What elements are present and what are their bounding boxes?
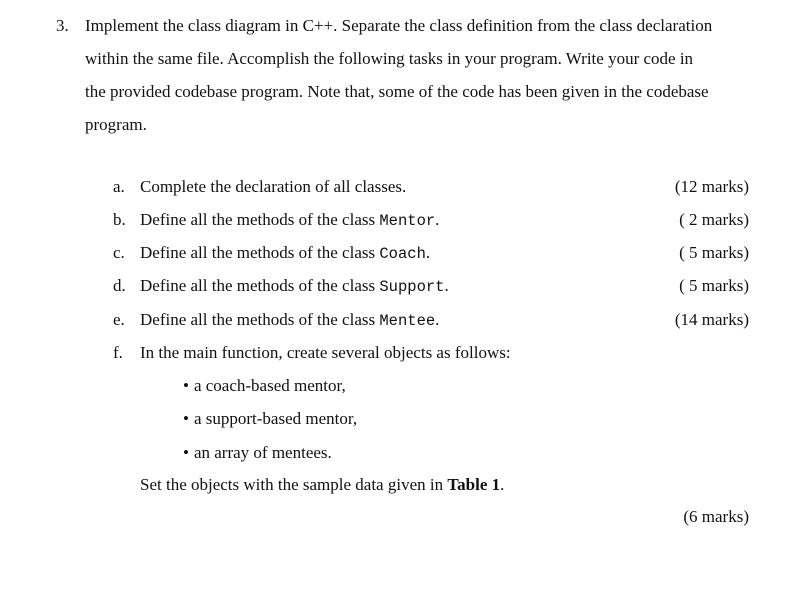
- item-e-text: [140, 310, 439, 330]
- item-b-text: [140, 210, 439, 230]
- item-c-suffix: .: [425, 243, 431, 262]
- item-c-letter: c.: [113, 243, 125, 262]
- item-d-code: Support: [379, 278, 445, 296]
- table-reference: Table 1: [447, 475, 501, 494]
- item-c-marks: ( 5 marks): [679, 243, 749, 262]
- item-c-text: [140, 243, 430, 263]
- bullet-dot-icon: •: [183, 376, 189, 395]
- item-c-code: Coach: [379, 245, 426, 263]
- item-e-suffix: .: [435, 310, 440, 329]
- bullet-dot-icon: •: [183, 409, 189, 428]
- item-a-letter: a.: [113, 177, 125, 196]
- item-b-code: Mentor: [379, 212, 436, 230]
- item-f-marks: (6 marks): [683, 507, 749, 526]
- item-b-label: Define all the methods of the class: [140, 210, 380, 229]
- item-a-text: [140, 177, 406, 197]
- item-e-marks: (14 marks): [674, 310, 749, 329]
- intro-line-4: program.: [85, 115, 147, 134]
- item-a-marks: (12 marks): [674, 177, 749, 196]
- item-d-letter: d.: [113, 276, 126, 295]
- item-d-label: Define all the methods of the class: [140, 276, 380, 295]
- set-objects-text: Set the objects with the sample data given in: [140, 475, 448, 494]
- question-number: 3.: [56, 16, 69, 35]
- set-objects-suffix: .: [500, 475, 505, 494]
- item-e-code: Mentee: [379, 312, 436, 330]
- item-f-letter: f.: [113, 343, 123, 362]
- item-d-marks: ( 5 marks): [679, 276, 749, 295]
- item-d-text: [140, 276, 449, 296]
- item-e-letter: e.: [113, 310, 125, 329]
- set-objects-line: [140, 475, 504, 495]
- bullet-text-3: an array of mentees.: [193, 443, 332, 462]
- item-a-label: Complete the declaration of all classes.: [140, 177, 407, 196]
- intro-line-2: within the same file. Accomplish the following tasks in your program. Write your code in: [85, 49, 694, 68]
- bullet-dot-icon: •: [183, 443, 189, 462]
- item-f-text: In the main function, create several objects as follows:: [140, 343, 511, 362]
- bullet-text-1: a coach-based mentor,: [193, 376, 346, 395]
- intro-line-3: the provided codebase program. Note that, some of the code has been given in the codebase: [85, 82, 709, 101]
- bullet-item-3: [183, 443, 332, 463]
- item-b-marks: ( 2 marks): [679, 210, 749, 229]
- item-b-suffix: .: [435, 210, 440, 229]
- bullet-item-2: [183, 409, 357, 429]
- item-d-suffix: .: [444, 276, 449, 295]
- item-e-label: Define all the methods of the class: [140, 310, 380, 329]
- item-c-label: Define all the methods of the class: [140, 243, 380, 262]
- intro-line-1: Implement the class diagram in C++. Separate the class definition from the class declaration: [85, 16, 713, 35]
- item-b-letter: b.: [113, 210, 126, 229]
- bullet-item-1: [183, 376, 346, 396]
- bullet-text-2: a support-based mentor,: [193, 409, 358, 428]
